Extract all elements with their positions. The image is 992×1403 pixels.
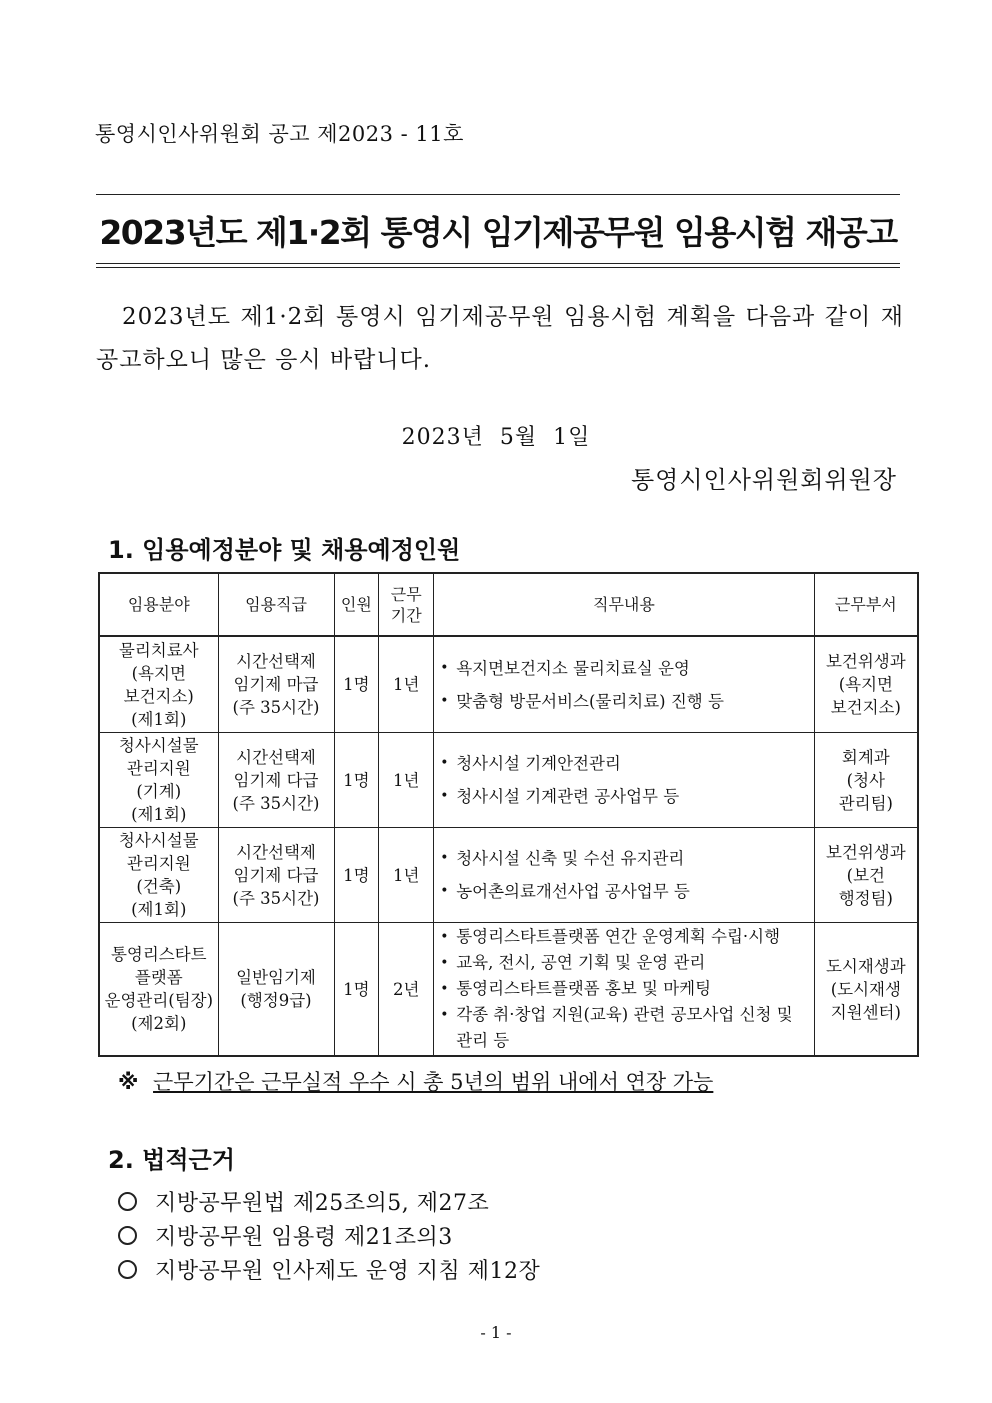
header-duties: 직무내용 xyxy=(434,573,815,636)
cell-duties xyxy=(434,733,815,828)
header-period: 근무 기간 xyxy=(379,573,434,636)
notice-date: 2023년 5월 1일 xyxy=(401,425,591,450)
cell-field: 청사시설물 관리지원 (건축) (제1회) xyxy=(99,828,218,923)
section2-title: 2. 법적근거 xyxy=(108,1146,235,1174)
duty-item: • 농어촌의료개선사업 공사업무 등 xyxy=(438,875,814,908)
header-grade: 임용직급 xyxy=(218,573,334,636)
cell-grade: 시간선택제 임기제 다급 (주 35시간) xyxy=(218,828,334,923)
cell-grade: 일반임기제 (행정9급) xyxy=(218,923,334,1057)
duty-item: • 각종 취·창업 지원(교육) 관련 공모사업 신청 및 관리 등 xyxy=(438,1002,814,1054)
duty-item: • 맞춤형 방문서비스(물리치료) 진행 등 xyxy=(438,685,814,718)
law-item xyxy=(118,1186,489,1217)
cell-period: 2년 xyxy=(379,923,434,1057)
table-row xyxy=(99,636,918,733)
duty-item: • 통영리스타트플랫폼 홍보 및 마케팅 xyxy=(438,976,814,1002)
duty-item: • 청사시설 신축 및 수선 유지관리 xyxy=(438,842,814,875)
duty-item: • 청사시설 기계안전관리 xyxy=(438,747,814,780)
signer: 통영시인사위원회위원장 xyxy=(630,466,897,494)
page-number: - 1 - xyxy=(480,1323,512,1342)
title-box xyxy=(96,194,900,264)
cell-duties xyxy=(434,923,815,1057)
cell-period: 1년 xyxy=(379,733,434,828)
cell-period: 1년 xyxy=(379,828,434,923)
cell-field: 물리치료사 (욕지면 보건지소) (제1회) xyxy=(99,636,218,733)
duty-item: • 교육, 전시, 공연 기획 및 운영 관리 xyxy=(438,950,814,976)
law-item xyxy=(118,1254,540,1285)
cell-dept: 보건위생과 (보건 행정팀) xyxy=(814,828,918,923)
law-text: 지방공무원 임용령 제21조의3 xyxy=(155,1225,453,1250)
header-count: 인원 xyxy=(334,573,379,636)
footnote-mark: ※ xyxy=(118,1070,139,1094)
cell-count: 1명 xyxy=(334,828,379,923)
circle-bullet-icon xyxy=(118,1260,137,1279)
notice-number: 통영시인사위원회 공고 제2023 - 11호 xyxy=(95,122,464,146)
law-text: 지방공무원법 제25조의5, 제27조 xyxy=(155,1191,490,1216)
law-text: 지방공무원 인사제도 운영 지침 제12장 xyxy=(155,1259,541,1284)
recruitment-table xyxy=(98,572,919,1057)
table-row xyxy=(99,733,918,828)
table-row xyxy=(99,923,918,1057)
circle-bullet-icon xyxy=(118,1192,137,1211)
document-title: 2023년도 제1·2회 통영시 임기제공무원 임용시험 재공고 xyxy=(99,213,897,252)
cell-field: 통영리스타트 플랫폼 운영관리(팀장) (제2회) xyxy=(99,923,218,1057)
circle-bullet-icon xyxy=(118,1226,137,1245)
duty-item: • 욕지면보건지소 물리치료실 운영 xyxy=(438,652,814,685)
header-dept: 근무부서 xyxy=(814,573,918,636)
cell-duties xyxy=(434,828,815,923)
cell-dept: 보건위생과 (욕지면 보건지소) xyxy=(814,636,918,733)
cell-count: 1명 xyxy=(334,636,379,733)
section1-title: 1. 임용예정분야 및 채용예정인원 xyxy=(108,536,461,564)
duty-item: • 통영리스타트플랫폼 연간 운영계획 수립·시행 xyxy=(438,924,814,950)
footnote-text: 근무기간은 근무실적 우수 시 총 5년의 범위 내에서 연장 가능 xyxy=(153,1070,714,1094)
cell-duties xyxy=(434,636,815,733)
table-row xyxy=(99,828,918,923)
cell-field: 청사시설물 관리지원 (기계) (제1회) xyxy=(99,733,218,828)
intro-paragraph: 2023년도 제1·2회 통영시 임기제공무원 임용시험 계획을 다음과 같이 재공고하오니 많은 응시 바랍니다. xyxy=(96,304,904,373)
cell-grade: 시간선택제 임기제 다급 (주 35시간) xyxy=(218,733,334,828)
cell-period: 1년 xyxy=(379,636,434,733)
footnote xyxy=(118,1066,713,1096)
cell-dept: 도시재생과 (도시재생 지원센터) xyxy=(814,923,918,1057)
cell-grade: 시간선택제 임기제 마급 (주 35시간) xyxy=(218,636,334,733)
table-header-row xyxy=(99,573,918,636)
duty-item: • 청사시설 기계관련 공사업무 등 xyxy=(438,780,814,813)
header-field: 임용분야 xyxy=(99,573,218,636)
cell-count: 1명 xyxy=(334,923,379,1057)
cell-dept: 회계과 (청사 관리팀) xyxy=(814,733,918,828)
cell-count: 1명 xyxy=(334,733,379,828)
law-item xyxy=(118,1220,453,1251)
